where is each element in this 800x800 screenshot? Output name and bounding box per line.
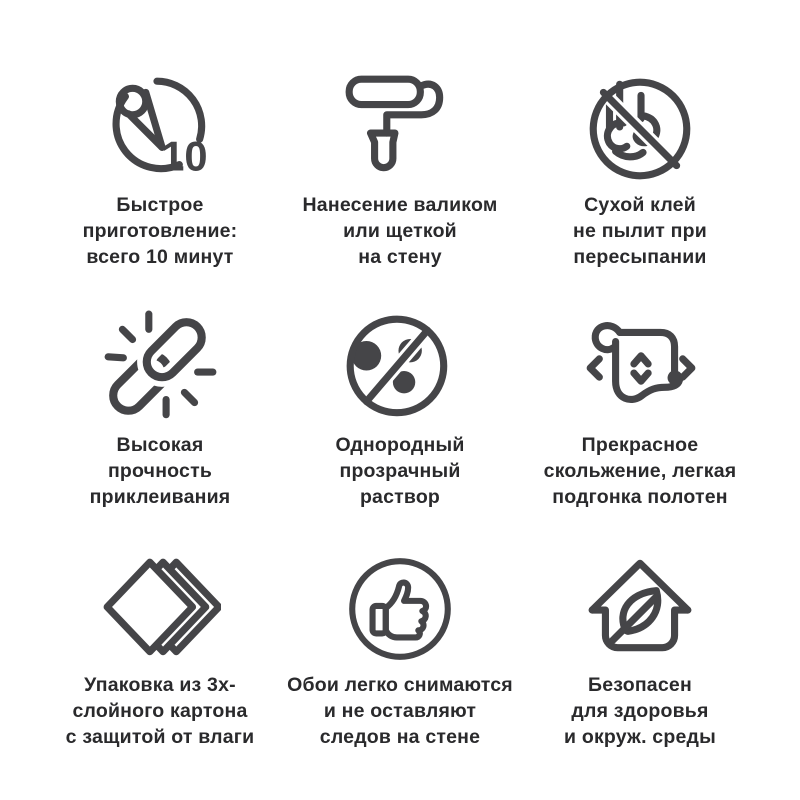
timer-icon xyxy=(99,68,221,190)
feature-cell-packaging xyxy=(40,548,280,788)
feature-caption xyxy=(287,672,513,750)
caption-line: для здоровья xyxy=(571,700,709,722)
feature-cell-quick-preparation xyxy=(40,68,280,308)
feature-cell-homogeneous-solution xyxy=(280,308,520,548)
feature-caption xyxy=(90,432,231,510)
caption-line: на стену xyxy=(358,246,442,268)
feature-caption xyxy=(573,192,707,270)
caption-line: скольжение, легкая xyxy=(543,460,737,482)
timer-minutes-label: 10 xyxy=(161,132,208,180)
feature-caption xyxy=(564,672,716,750)
caption-line: раствор xyxy=(359,486,441,508)
no-lumps-solution-icon xyxy=(339,308,461,430)
cardboard-layers-icon xyxy=(99,548,221,670)
paint-roller-icon xyxy=(339,68,461,190)
feature-cell-safe xyxy=(520,548,760,788)
feature-cell-no-dust xyxy=(520,68,760,308)
caption-line: прочность xyxy=(107,460,213,482)
caption-line: подгонка полотен xyxy=(552,486,728,508)
caption-line: Нанесение валиком xyxy=(302,194,498,216)
caption-line: и окруж. среды xyxy=(564,726,716,748)
caption-line: и не оставляют xyxy=(323,700,477,722)
caption-line: Безопасен xyxy=(588,674,692,696)
thumbs-up-icon xyxy=(339,548,461,670)
feature-caption xyxy=(66,672,255,750)
caption-line: прозрачный xyxy=(339,460,461,482)
caption-line: Упаковка из 3х- xyxy=(84,674,236,696)
caption-line: приготовление: xyxy=(82,220,238,242)
caption-line: Высокая xyxy=(116,434,204,456)
caption-line: или щеткой xyxy=(343,220,457,242)
feature-caption xyxy=(335,432,464,510)
no-dust-icon xyxy=(579,68,701,190)
caption-line: с защитой от влаги xyxy=(65,726,255,748)
caption-line: не пылит при xyxy=(573,220,707,242)
caption-line: Прекрасное xyxy=(581,434,699,456)
sliding-wallpaper-scroll-icon xyxy=(579,308,701,430)
eco-house-icon xyxy=(579,548,701,670)
caption-line: Сухой клей xyxy=(584,194,696,216)
feature-caption xyxy=(303,192,498,270)
feature-cell-easy-removal xyxy=(280,548,520,788)
caption-line: слойного картона xyxy=(72,700,248,722)
feature-cell-strong-bond xyxy=(40,308,280,548)
caption-line: Быстрое xyxy=(116,194,204,216)
feature-cell-easy-sliding xyxy=(520,308,760,548)
feature-caption xyxy=(544,432,737,510)
caption-line: Однородный xyxy=(335,434,465,456)
feature-cell-application xyxy=(280,68,520,308)
feature-caption xyxy=(83,192,238,270)
chain-link-icon xyxy=(99,308,221,430)
caption-line: пересыпании xyxy=(573,246,707,268)
caption-line: следов на стене xyxy=(319,726,481,748)
caption-line: приклеивания xyxy=(89,486,231,508)
caption-line: всего 10 минут xyxy=(86,246,234,268)
caption-line: Обои легко снимаются xyxy=(287,674,513,696)
